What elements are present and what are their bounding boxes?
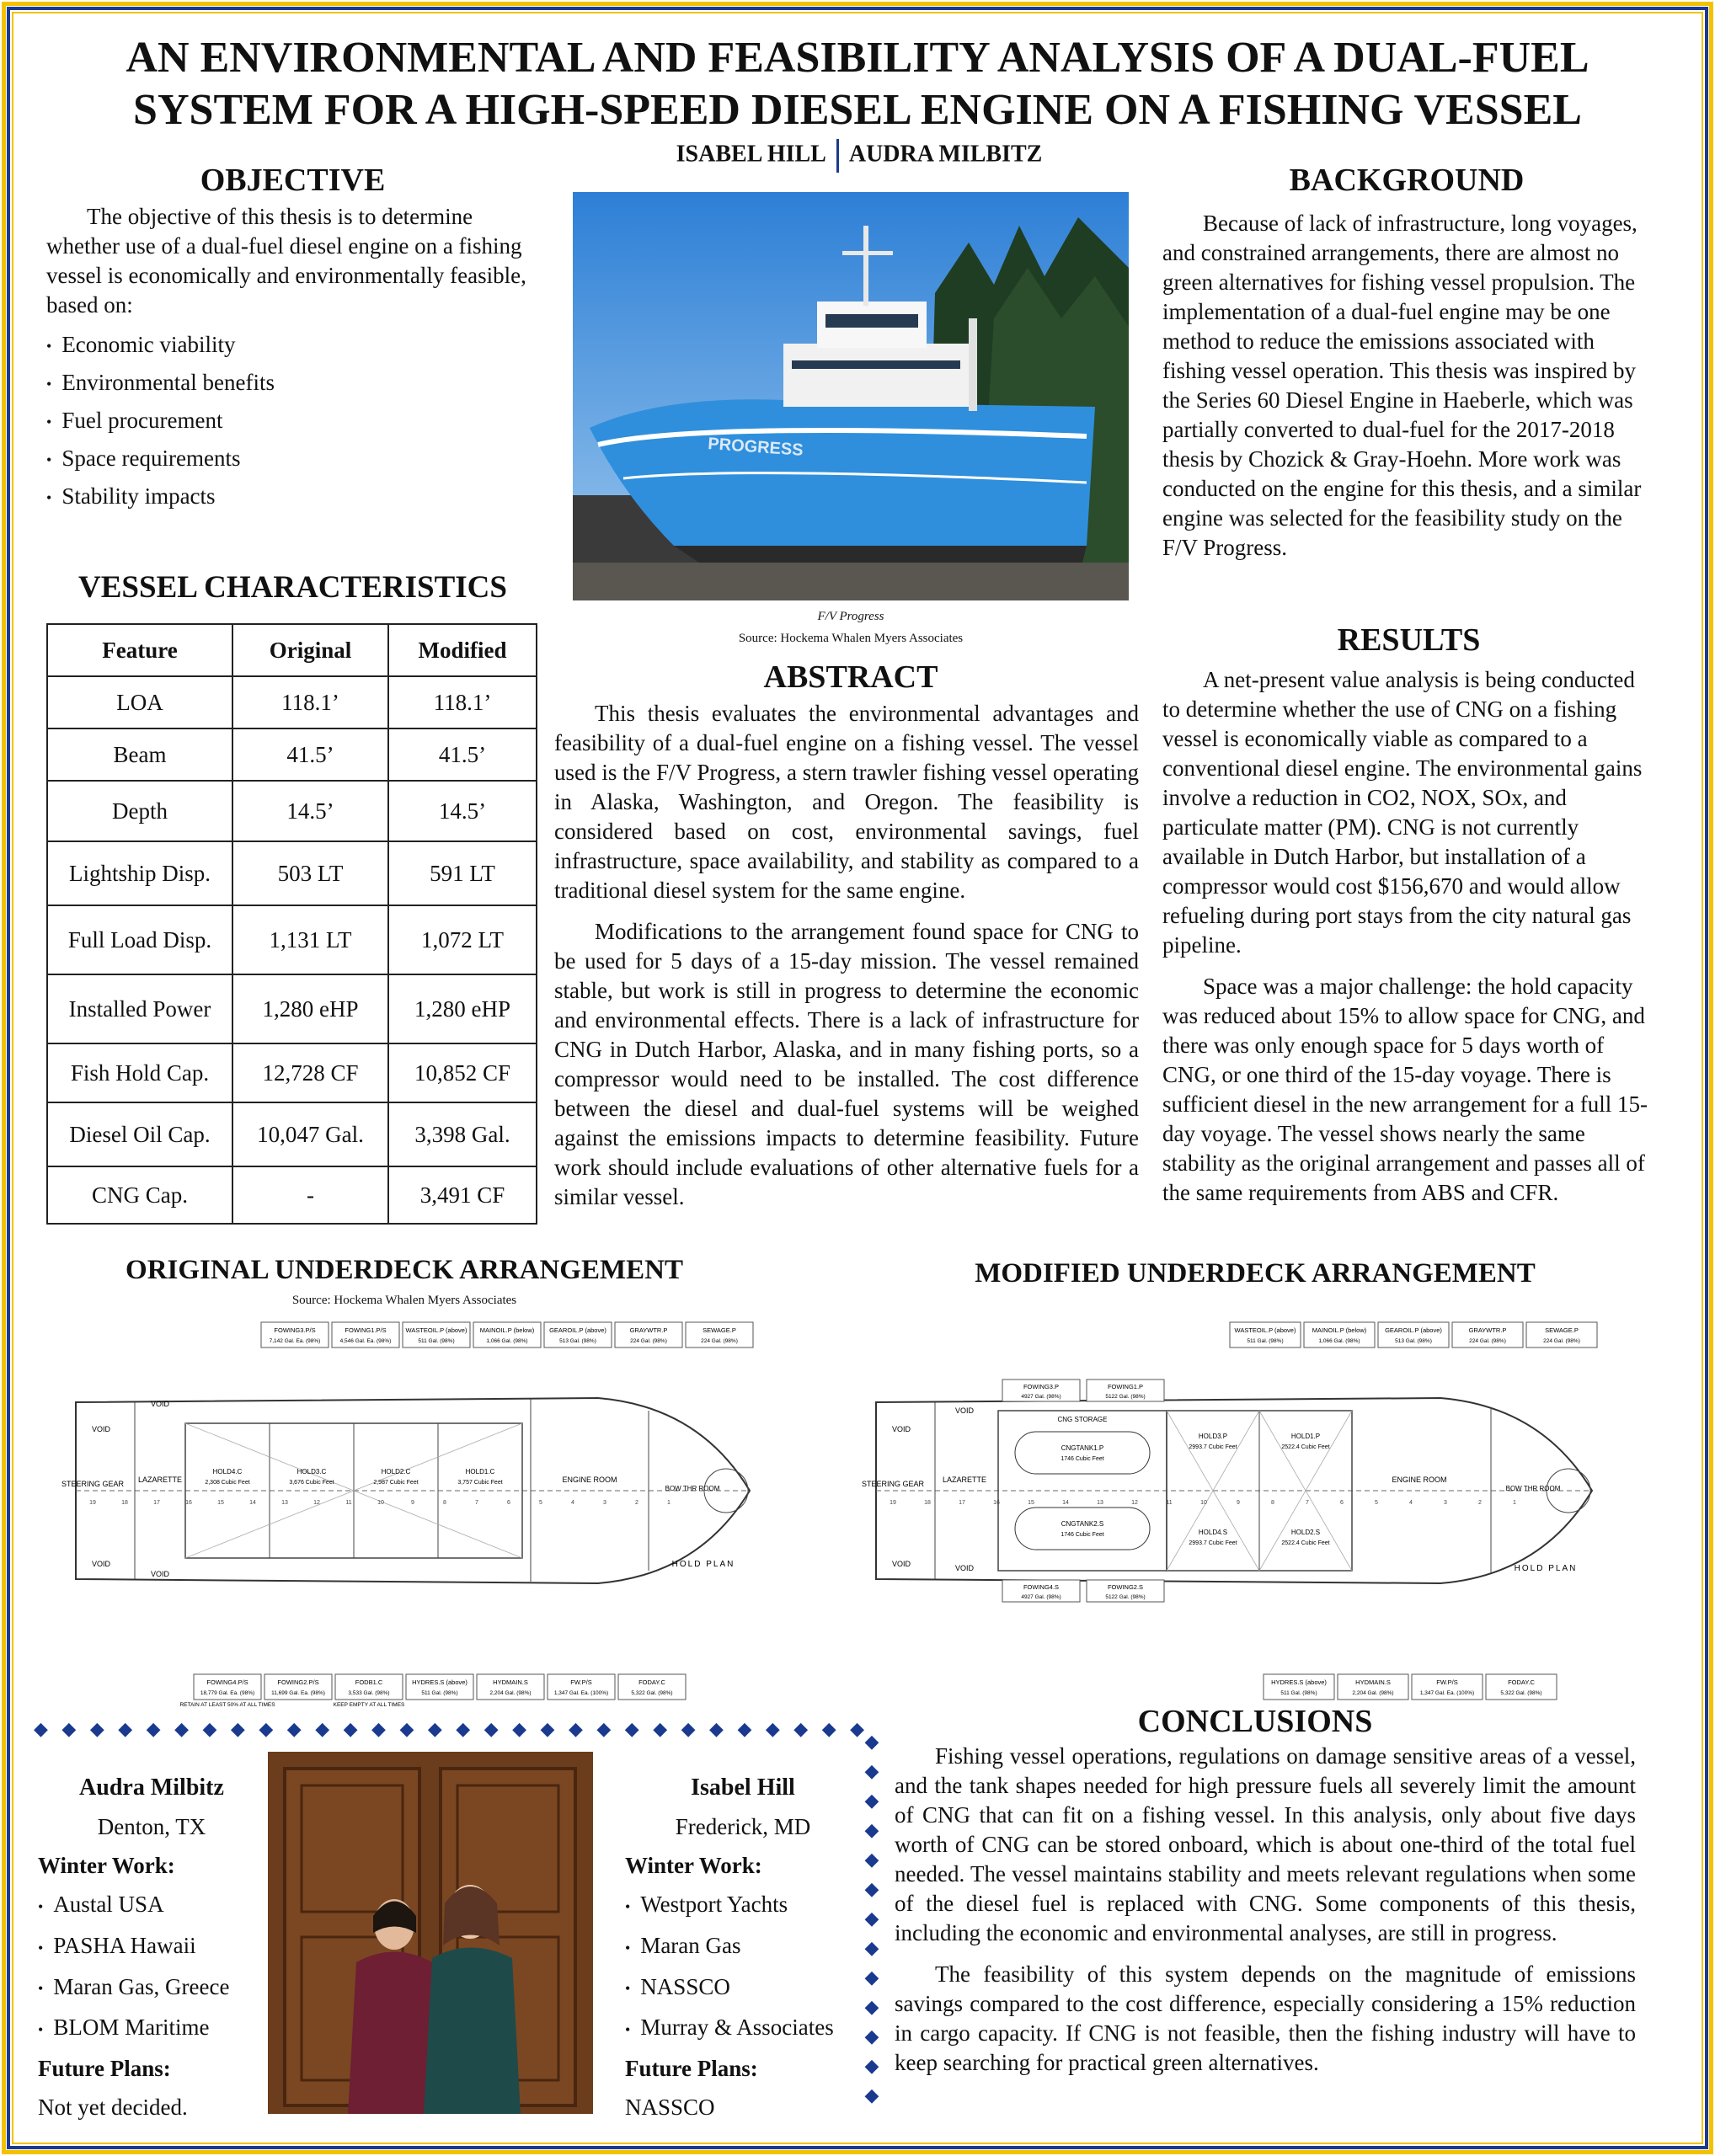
table-cell: 3,398 Gal.: [388, 1102, 537, 1166]
hold-label: HOLD3.C: [297, 1468, 327, 1476]
table-header-cell: Feature: [47, 624, 232, 676]
cng-tank-label: CNGTANK2.S: [1061, 1520, 1104, 1528]
audra-winter-item: • Maran Gas, Greece: [38, 1967, 265, 2009]
audra-plans-label: Future Plans:: [38, 2056, 171, 2082]
original-hold-plan-svg: [59, 1314, 783, 1710]
tank-name: FODB1.C: [355, 1678, 383, 1686]
ship-photo: [573, 192, 1129, 600]
tank-name: HYDRES.S (above): [1271, 1678, 1327, 1686]
table-header-row: [47, 624, 537, 676]
author-audra: AUDRA MILBITZ: [848, 141, 1043, 168]
table-cell: 503 LT: [232, 841, 388, 905]
tank-name: FW.P/S: [1436, 1678, 1458, 1686]
audra-winter-item: • PASHA Hawaii: [38, 1926, 265, 1967]
frame-number: 9: [1237, 1500, 1240, 1506]
audra-name: Audra Milbitz: [79, 1774, 224, 1801]
frame-number: 7: [475, 1500, 478, 1506]
table-cell: LOA: [47, 676, 232, 728]
frame-number: 9: [411, 1500, 414, 1506]
modified-hold-plan-svg: [859, 1314, 1634, 1701]
tank-capacity: 4927 Gal. (98%): [1021, 1394, 1061, 1400]
tank-note: RETAIN AT LEAST 50% AT ALL TIMES: [179, 1702, 275, 1708]
tank-name: GRAYWTR.P: [629, 1326, 668, 1334]
frame-number: 14: [249, 1500, 256, 1506]
table-row: [47, 841, 537, 905]
space-label: VOID: [150, 1570, 170, 1578]
tank-capacity: 224 Gal. (98%): [1543, 1338, 1580, 1344]
table-cell: Installed Power: [47, 974, 232, 1043]
audra-winter-label: Winter Work:: [38, 1853, 175, 1878]
tank-capacity: 7,142 Gal. Ea. (98%): [269, 1338, 321, 1344]
background-text: Because of lack of infrastructure, long voyages, and constrained arrangements, there are almost no green alternatives for fishing vessel propulsion. The implementation of a dual-fuel engine may be one method to reduce the emissions associated with fishing vessel operation. This thesis was inspired by the Series 60 Diesel Engine in Haeberle, which was partially converted to dual-fuel for the 2017-2018 thesis by Chozick & Gray-Hoehn. More work was conducted on the engine for this thesis, and a similar engine was selected for the feasibility study on the F/V Progress.: [1162, 211, 1642, 560]
tank-capacity: 2,204 Gal. (98%): [1352, 1690, 1394, 1696]
frame-number: 18: [121, 1500, 128, 1506]
space-label: ENGINE ROOM: [562, 1476, 617, 1484]
tank-capacity: 4,546 Gal. Ea. (98%): [339, 1338, 392, 1344]
tank-name: FOWING3.P/S: [274, 1326, 316, 1334]
table-cell: Diesel Oil Cap.: [47, 1102, 232, 1166]
tank-capacity: 511 Gal. (98%): [1280, 1690, 1317, 1696]
conclusions-paragraph-2: The feasibility of this system depends on the magnitude of emissions savings compared to the cost difference, especially considering a 15% reduction in cargo capacity. If CNG is not feasible, then the fishing industry will have to keep searching for practical green alternatives.: [895, 1961, 1636, 2075]
tank-capacity: 1,347 Gal. Ea. (100%): [553, 1690, 609, 1696]
poster-title: AN ENVIRONMENTAL AND FEASIBILITY ANALYSIS OF A DUAL-FUEL SYSTEM FOR A HIGH-SPEED DIESEL ENGINE ON A FISHING VESSEL: [126, 34, 1589, 134]
frame-number: 6: [1340, 1500, 1344, 1506]
tank-name: GEAROIL.P (above): [549, 1326, 606, 1334]
objective-bullet: • Space requirements: [46, 446, 539, 472]
isabel-winter-list: [625, 1885, 861, 2049]
tank-name: FOWING1.P/S: [345, 1326, 387, 1334]
original-arrangement-diagram: [59, 1314, 783, 1710]
results-paragraph-1: A net-present value analysis is being conducted to determine whether the use of CNG on a fishing vessel is economically viable as compared to a conventional diesel engine. The environmental gains involve a reduction in CO2, NOX, SOx, and particulate matter (PM). CNG is not currently available in Dutch Harbor, but installation of a compressor would cost $156,670 and would allow refueling during port stays from the city natural gas pipeline.: [1162, 667, 1643, 958]
space-label: HOLD PLAN: [671, 1560, 735, 1569]
space-label: VOID: [891, 1560, 911, 1568]
cng-tank-volume: 1746 Cubic Feet: [1061, 1456, 1104, 1462]
frame-number: 13: [281, 1500, 288, 1506]
tank-name: FOWING1.P: [1107, 1383, 1144, 1390]
objective-section: [46, 202, 539, 521]
space-label: STEERING GEAR: [861, 1480, 925, 1488]
table-cell: 3,491 CF: [388, 1166, 537, 1224]
tank-capacity: 5122 Gal. (98%): [1105, 1394, 1146, 1400]
tank-name: WASTEOIL.P (above): [1234, 1326, 1296, 1334]
audra-winter-item: • Austal USA: [38, 1885, 265, 1926]
tank-capacity: 1,066 Gal. (98%): [486, 1338, 528, 1344]
frame-number: 13: [1097, 1500, 1103, 1506]
original-bottom-tank-labels: [179, 1674, 686, 1708]
modified-frame-numbers: [890, 1500, 1516, 1506]
frame-number: 12: [1131, 1500, 1138, 1506]
cng-tank-label: CNGTANK1.P: [1061, 1444, 1104, 1452]
tank-name: SEWAGE.P: [703, 1326, 736, 1334]
tank-capacity: 2,204 Gal. (98%): [489, 1690, 532, 1696]
frame-number: 3: [603, 1500, 606, 1506]
objective-bullet: • Environmental benefits: [46, 370, 539, 396]
space-label: VOID: [954, 1406, 975, 1415]
table-row: [47, 1102, 537, 1166]
objective-bullet: • Fuel procurement: [46, 408, 539, 434]
abstract-paragraph-1: This thesis evaluates the environmental advantages and feasibility of a dual-fuel engine on a fishing vessel. The vessel used is the F/V Progress, a stern trawler fishing vessel operating in Alaska, Washington, and Oregon. The feasibility is considered based on cost, environmental savings, fuel infrastructure, space availability, and stability as compared to a traditional diesel system for the same engine.: [554, 701, 1139, 903]
table-cell: 118.1’: [388, 676, 537, 728]
ship-photo-source: Source: Hockema Whalen Myers Associates: [738, 632, 964, 645]
isabel-winter-label: Winter Work:: [625, 1853, 762, 1878]
isabel-winter-item: • NASSCO: [625, 1967, 861, 2009]
space-label: STEERING GEAR: [61, 1480, 125, 1488]
audra-hometown: Denton, TX: [97, 1814, 206, 1839]
tank-name: FODAY.C: [1508, 1678, 1535, 1686]
tank-name: FW.P/S: [570, 1678, 592, 1686]
author-isabel: ISABEL HILL: [676, 141, 826, 168]
objective-bullet: • Economic viability: [46, 332, 539, 358]
space-label: ENGINE ROOM: [1392, 1476, 1447, 1484]
tank-name: FOWING3.P: [1023, 1383, 1060, 1390]
tank-name: GEAROIL.P (above): [1385, 1326, 1442, 1334]
tank-capacity: 1,347 Gal. Ea. (100%): [1419, 1690, 1475, 1696]
authors-photo-illustration: [268, 1752, 593, 2114]
author-divider: [836, 139, 839, 173]
space-label: BOW THR ROOM: [665, 1485, 720, 1492]
frame-number: 17: [959, 1500, 965, 1506]
frame-number: 2: [635, 1500, 638, 1506]
ship-photo-illustration: [573, 192, 1129, 600]
original-frame-numbers: [89, 1500, 671, 1506]
isabel-name: Isabel Hill: [691, 1774, 795, 1801]
table-row: [47, 974, 537, 1043]
original-arrangement-heading: ORIGINAL UNDERDECK ARRANGEMENT: [126, 1255, 683, 1285]
authors-photo: [268, 1752, 593, 2114]
table-header-cell: Original: [232, 624, 388, 676]
tank-capacity: 5,322 Gal. (98%): [1500, 1690, 1542, 1696]
tank-name: MAINOIL.P (below): [479, 1326, 535, 1334]
frame-number: 16: [185, 1500, 192, 1506]
table-cell: Full Load Disp.: [47, 905, 232, 974]
table-cell: 118.1’: [232, 676, 388, 728]
hold-label: HOLD2.C: [381, 1468, 411, 1476]
original-top-tank-labels: [261, 1322, 753, 1348]
frame-number: 8: [1271, 1500, 1274, 1506]
table-cell: 14.5’: [388, 781, 537, 841]
tank-name: FOWING2.P/S: [277, 1678, 319, 1686]
table-cell: -: [232, 1166, 388, 1224]
table-row: [47, 781, 537, 841]
frame-number: 19: [890, 1500, 896, 1506]
tank-capacity: 513 Gal. (98%): [559, 1338, 596, 1344]
hold-label: HOLD3.P: [1198, 1433, 1228, 1440]
abstract-paragraph-2: Modifications to the arrangement found space for CNG to be used for 5 days of a 15-day mission. The vessel remained stable, but work is still in progress to determine the economic and environmental effects. There is a lack of infrastructure for CNG in Dutch Harbor, Alaska, and in many fishing ports, so a compressor would need to be installed. The cost difference between the diesel and dual-fuel systems will be weighed against the emissions impacts to determine feasibility. Future work should include evaluations of other alternative fuels for a similar vessel.: [554, 919, 1139, 1209]
table-cell: 41.5’: [232, 728, 388, 781]
table-cell: 591 LT: [388, 841, 537, 905]
table-header-cell: Modified: [388, 624, 537, 676]
tank-capacity: 224 Gal. (98%): [701, 1338, 738, 1344]
author-line: [590, 139, 1129, 173]
tank-name: SEWAGE.P: [1545, 1326, 1579, 1334]
isabel-winter-item: • Murray & Associates: [625, 2008, 861, 2049]
frame-number: 12: [313, 1500, 320, 1506]
diamond-divider-vertical: ◆ ◆ ◆ ◆ ◆ ◆ ◆ ◆ ◆ ◆ ◆ ◆ ◆: [864, 1731, 879, 2105]
frame-number: 17: [153, 1500, 160, 1506]
tank-capacity: 5122 Gal. (98%): [1105, 1594, 1146, 1600]
tank-capacity: 4927 Gal. (98%): [1021, 1594, 1061, 1600]
space-label: HOLD PLAN: [1514, 1564, 1578, 1573]
ship-photo-caption: F/V Progress: [817, 610, 884, 623]
tank-capacity: 11,699 Gal. Ea. (98%): [271, 1690, 325, 1696]
tank-name: GRAYWTR.P: [1468, 1326, 1507, 1334]
frame-number: 14: [1062, 1500, 1069, 1506]
frame-number: 15: [217, 1500, 224, 1506]
hold-volume: 2522.4 Cubic Feet: [1281, 1540, 1330, 1546]
audra-winter-list: [38, 1885, 265, 2049]
original-arrangement-source: Source: Hockema Whalen Myers Associates: [291, 1294, 517, 1307]
hold-volume: 2,308 Cubic Feet: [205, 1480, 250, 1486]
hold-label: HOLD4.C: [212, 1468, 243, 1476]
frame-number: 7: [1306, 1500, 1309, 1506]
tank-capacity: 513 Gal. (98%): [1395, 1338, 1432, 1344]
frame-number: 11: [1166, 1500, 1173, 1506]
tank-name: FOWING4.P/S: [206, 1678, 248, 1686]
conclusions-section: [895, 1742, 1636, 2078]
frame-number: 10: [1200, 1500, 1207, 1506]
modified-bottom-tank-labels: [1264, 1674, 1557, 1700]
cng-tank-starboard: [1015, 1508, 1150, 1550]
abstract-section: [554, 699, 1139, 1212]
space-label: VOID: [91, 1425, 111, 1433]
frame-number: 16: [993, 1500, 1000, 1506]
hold-label: HOLD2.S: [1290, 1529, 1321, 1536]
abstract-heading: ABSTRACT: [763, 659, 938, 695]
hold-label: HOLD4.S: [1198, 1529, 1228, 1536]
frame-number: 19: [89, 1500, 96, 1506]
tank-capacity: 18,779 Gal. Ea. (98%): [200, 1690, 255, 1696]
tank-capacity: 5,322 Gal. (98%): [631, 1690, 673, 1696]
frame-number: 2: [1478, 1500, 1482, 1506]
frame-number: 10: [377, 1500, 384, 1506]
tank-capacity: 1,066 Gal. (98%): [1318, 1338, 1360, 1344]
frame-number: 5: [539, 1500, 542, 1506]
table-cell: 14.5’: [232, 781, 388, 841]
conclusions-paragraph-1: Fishing vessel operations, regulations on damage sensitive areas of a vessel, and the tank shapes needed for high pressure fuels all severely limit the amount of CNG that can fit on a fishing vessel. In this analysis, only about five days worth of CNG can be stored onboard, which is about one-third of the total fuel needed. The vessel maintains stability and meets relevant regulations when some of the diesel fuel is replaced with CNG. Some components of this thesis, including the economic and environmental analyses, are still in progress.: [895, 1743, 1636, 1945]
table-cell: CNG Cap.: [47, 1166, 232, 1224]
background-section: [1162, 209, 1655, 563]
tank-name: HYDMAIN.S: [1355, 1678, 1391, 1686]
space-label: VOID: [150, 1400, 170, 1408]
objective-heading: OBJECTIVE: [200, 163, 386, 198]
table-cell: 1,131 LT: [232, 905, 388, 974]
hold-volume: 2993.7 Cubic Feet: [1189, 1444, 1237, 1450]
tank-name: MAINOIL.P (below): [1312, 1326, 1367, 1334]
isabel-bio: [625, 1769, 861, 2127]
audra-plans: Not yet decided.: [38, 2095, 188, 2121]
isabel-plans-label: Future Plans:: [625, 2056, 758, 2082]
results-paragraph-2: Space was a major challenge: the hold capacity was reduced about 15% to allow space for CNG, and there was only enough space for 5 days worth of CNG, or one third of the 15-day voyage. There is sufficient diesel in the new arrangement for a full 15-day voyage. The vessel shows nearly the same stability as the original arrangement and passes all of the same requirements from ABS and CFR.: [1162, 974, 1648, 1205]
hold-volume: 2993.7 Cubic Feet: [1189, 1540, 1237, 1546]
tank-capacity: 224 Gal. (98%): [630, 1338, 667, 1344]
isabel-winter-item: • Maran Gas: [625, 1926, 861, 1967]
frame-number: 1: [1513, 1500, 1516, 1506]
hold-volume: 3,676 Cubic Feet: [289, 1480, 334, 1486]
objective-text: The objective of this thesis is to determine whether use of a dual-fuel diesel engine on a fishing vessel is economically and environmentally feasible, based on:: [46, 204, 526, 318]
results-section: [1162, 665, 1655, 1208]
space-label: BOW THR ROOM: [1505, 1485, 1561, 1492]
frame-number: 4: [571, 1500, 574, 1506]
table-cell: Lightship Disp.: [47, 841, 232, 905]
tank-note: KEEP EMPTY AT ALL TIMES: [333, 1702, 405, 1708]
objective-bullet: • Stability impacts: [46, 483, 539, 510]
background-heading: BACKGROUND: [1289, 163, 1525, 198]
table-row: [47, 1043, 537, 1102]
cng-tank-volume: 1746 Cubic Feet: [1061, 1532, 1104, 1538]
cng-tank-port: [1015, 1432, 1150, 1474]
table-cell: 10,852 CF: [388, 1043, 537, 1102]
space-label: VOID: [891, 1425, 911, 1433]
frame-number: 1: [667, 1500, 671, 1506]
results-heading: RESULTS: [1337, 622, 1481, 658]
isabel-hometown: Frederick, MD: [675, 1814, 811, 1839]
table-cell: 1,280 eHP: [388, 974, 537, 1043]
hold-label: HOLD1.C: [465, 1468, 495, 1476]
table-cell: 12,728 CF: [232, 1043, 388, 1102]
table-cell: 1,072 LT: [388, 905, 537, 974]
table-cell: 1,280 eHP: [232, 974, 388, 1043]
table-row: [47, 1166, 537, 1224]
cng-storage-label: CNG STORAGE: [1057, 1416, 1108, 1423]
modified-arrangement-diagram: [859, 1314, 1634, 1701]
table-row: [47, 905, 537, 974]
frame-number: 6: [507, 1500, 510, 1506]
tank-name: FOWING4.S: [1023, 1583, 1060, 1591]
vessel-characteristics-heading: VESSEL CHARACTERISTICS: [78, 570, 507, 605]
hold-volume: 2,987 Cubic Feet: [373, 1480, 419, 1486]
frame-number: 15: [1028, 1500, 1034, 1506]
tank-capacity: 511 Gal. (98%): [418, 1338, 455, 1344]
tank-capacity: 3,533 Gal. (98%): [348, 1690, 390, 1696]
hold-volume: 2522.4 Cubic Feet: [1281, 1444, 1330, 1450]
frame-number: 4: [1409, 1500, 1413, 1506]
table-cell: Fish Hold Cap.: [47, 1043, 232, 1102]
tank-capacity: 511 Gal. (98%): [421, 1690, 458, 1696]
table-row: [47, 728, 537, 781]
space-label: LAZARETTE: [137, 1476, 183, 1484]
frame-number: 5: [1375, 1500, 1378, 1506]
table-cell: 41.5’: [388, 728, 537, 781]
hold-label: HOLD1.P: [1290, 1433, 1321, 1440]
tank-name: FOWING2.S: [1107, 1583, 1144, 1591]
table-cell: Beam: [47, 728, 232, 781]
tank-name: FODAY.C: [638, 1678, 665, 1686]
frame-number: 3: [1444, 1500, 1447, 1506]
table-cell: Depth: [47, 781, 232, 841]
table-row: [47, 676, 537, 728]
objective-bullets: [46, 332, 539, 510]
frame-number: 11: [345, 1500, 352, 1506]
frame-number: 18: [924, 1500, 931, 1506]
space-label: VOID: [954, 1564, 975, 1572]
tank-name: HYDRES.S (above): [412, 1678, 467, 1686]
vessel-characteristics-table: [46, 623, 537, 1225]
space-label: LAZARETTE: [942, 1476, 987, 1484]
diamond-divider-horizontal: ◆ ◆ ◆ ◆ ◆ ◆ ◆ ◆ ◆ ◆ ◆ ◆ ◆ ◆ ◆ ◆ ◆ ◆ ◆ ◆ ◆ ◆ ◆ ◆ ◆ ◆ ◆ ◆ ◆ ◆: [34, 1718, 865, 1739]
frame-number: 8: [443, 1500, 446, 1506]
modified-top-tank-labels: [1230, 1322, 1597, 1348]
table-cell: 10,047 Gal.: [232, 1102, 388, 1166]
hull-name-text: PROGRESS: [707, 435, 804, 460]
tank-name: HYDMAIN.S: [493, 1678, 528, 1686]
tank-capacity: 224 Gal. (98%): [1469, 1338, 1506, 1344]
audra-winter-item: • BLOM Maritime: [38, 2008, 265, 2049]
space-label: VOID: [91, 1560, 111, 1568]
isabel-winter-item: • Westport Yachts: [625, 1885, 861, 1926]
conclusions-heading: CONCLUSIONS: [1137, 1704, 1373, 1739]
tank-name: WASTEOIL.P (above): [405, 1326, 467, 1334]
isabel-plans: NASSCO: [625, 2095, 715, 2121]
audra-bio: [38, 1769, 265, 2127]
modified-arrangement-heading: MODIFIED UNDERDECK ARRANGEMENT: [975, 1258, 1536, 1289]
tank-capacity: 511 Gal. (98%): [1247, 1338, 1284, 1344]
hold-volume: 3,757 Cubic Feet: [457, 1480, 503, 1486]
